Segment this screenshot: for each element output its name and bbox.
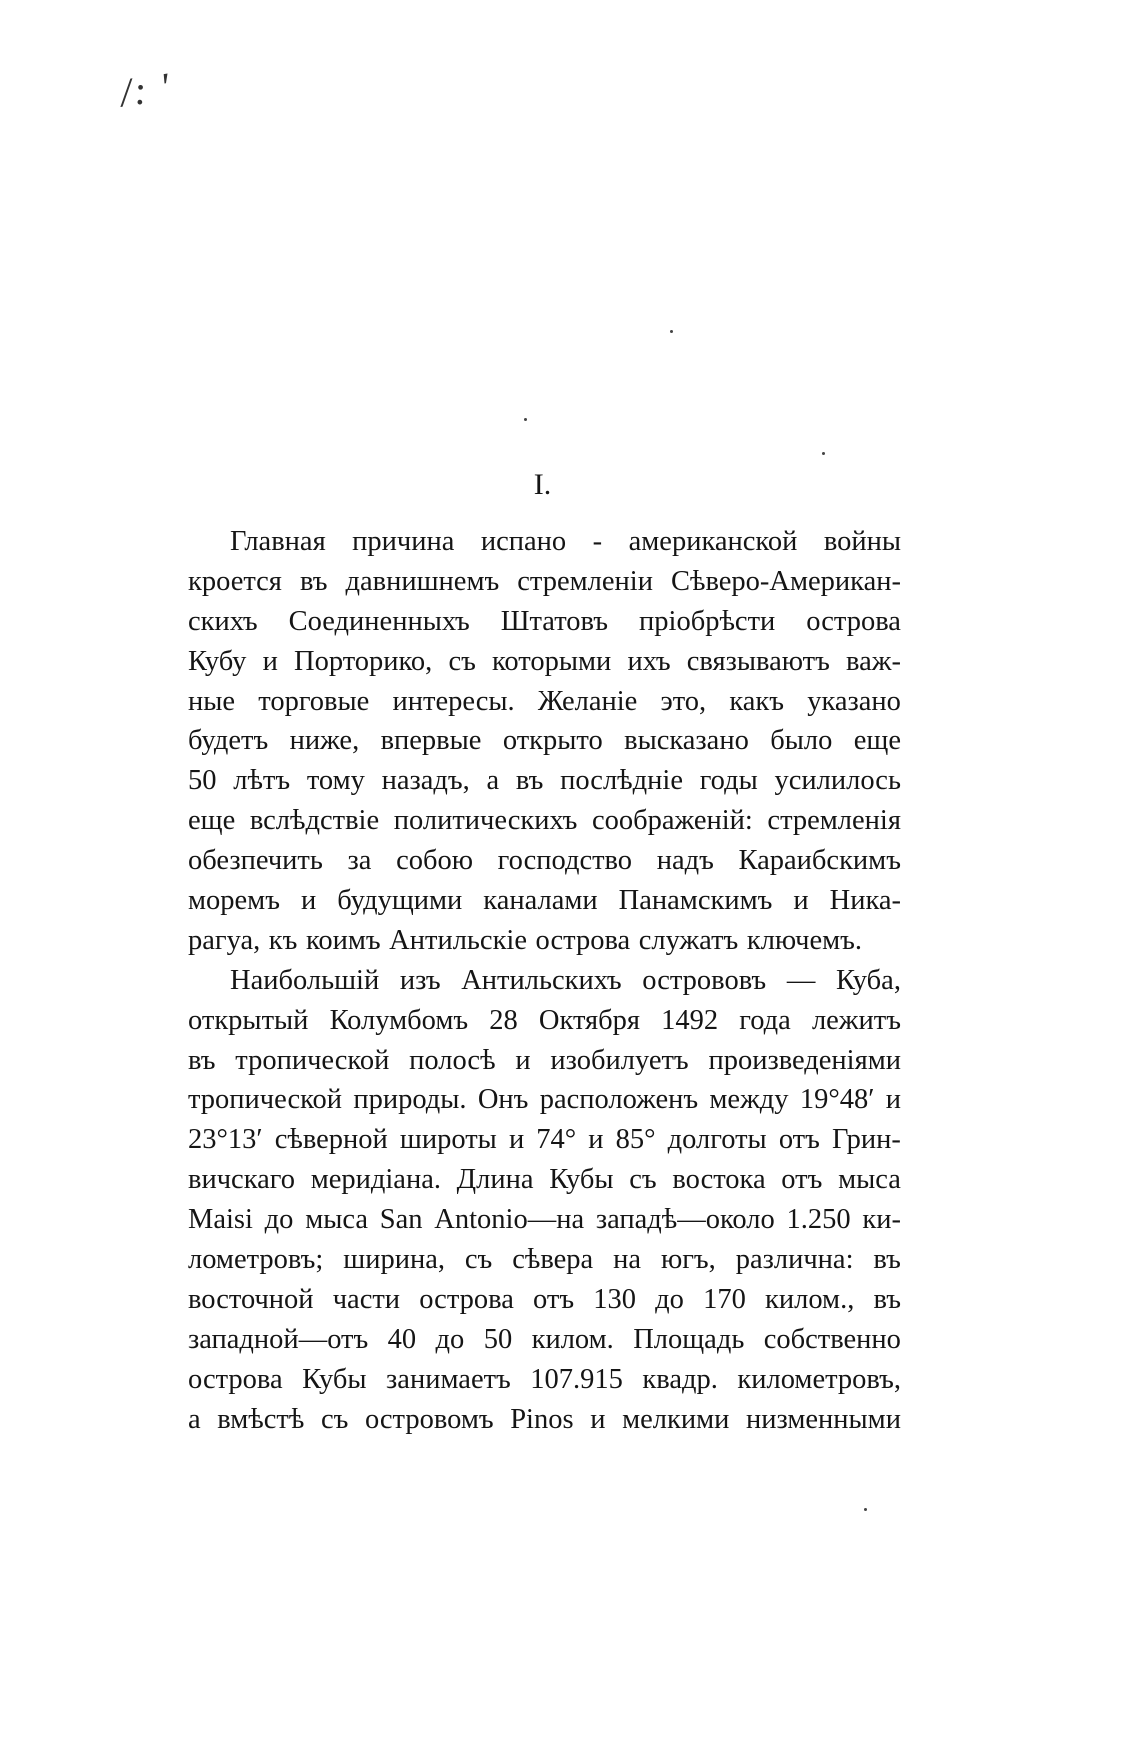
text-line: моремъ и будущими каналами Панамскимъ и Ника- (188, 885, 901, 917)
chapter-number: I. (533, 468, 552, 501)
text-line: кроется въ давнишнемъ стремленіи Сѣверо-Американ- (188, 565, 901, 597)
text-line: скихъ Соединенныхъ Штатовъ пріобрѣсти острова (188, 605, 901, 637)
paper-speck (670, 330, 673, 333)
text-line: 23°13′ сѣверной широты и 74° и 85° долготы отъ Грин- (188, 1124, 901, 1156)
text-line: Maisi до мыса San Antonio—на западѣ—около 1.250 ки- (188, 1204, 901, 1236)
handwritten-mark: /: ' (117, 63, 174, 116)
text-line: Наибольшій изъ Антильскихъ острововъ — Куба, (230, 964, 901, 996)
text-line: рагуа, къ коимъ Антильскіе острова служатъ ключемъ. (188, 924, 862, 956)
text-line: острова Кубы занимаетъ 107.915 квадр. километровъ, (188, 1363, 901, 1395)
text-line: восточной части острова отъ 130 до 170 килом., въ (188, 1283, 901, 1315)
text-line: будетъ ниже, впервые открыто высказано было еще (188, 725, 901, 757)
body-text (188, 522, 901, 1439)
text-line: тропической природы. Онъ расположенъ между 19°48′ и (188, 1084, 901, 1116)
text-line: а вмѣстѣ съ островомъ Pinos и мелкими низменными (188, 1403, 901, 1435)
text-line: вичскаго меридіана. Длина Кубы съ востока отъ мыса (188, 1164, 901, 1196)
text-line: обезпечить за собою господство надъ Караибскимъ (188, 845, 901, 877)
paper-speck (864, 1508, 867, 1511)
paper-speck (822, 452, 825, 455)
text-line: Главная причина испано - американской войны (230, 526, 901, 557)
text-line: западной—отъ 40 до 50 килом. Площадь собственно (188, 1323, 901, 1355)
text-line: лометровъ; ширина, съ сѣвера на югъ, различна: въ (188, 1244, 901, 1276)
text-line: еще вслѣдствіе политическихъ соображеній: стремленія (188, 805, 901, 837)
text-line: 50 лѣтъ тому назадъ, а въ послѣдніе годы усилилось (188, 765, 901, 797)
paper-speck (524, 418, 527, 421)
text-line: открытый Колумбомъ 28 Октября 1492 года лежитъ (188, 1004, 901, 1036)
text-line: въ тропической полосѣ и изобилуетъ произведеніями (188, 1044, 901, 1076)
text-line: ные торговые интересы. Желаніе это, какъ указано (188, 685, 901, 717)
text-line: Кубу и Порторико, съ которыми ихъ связываютъ важ- (188, 645, 901, 677)
